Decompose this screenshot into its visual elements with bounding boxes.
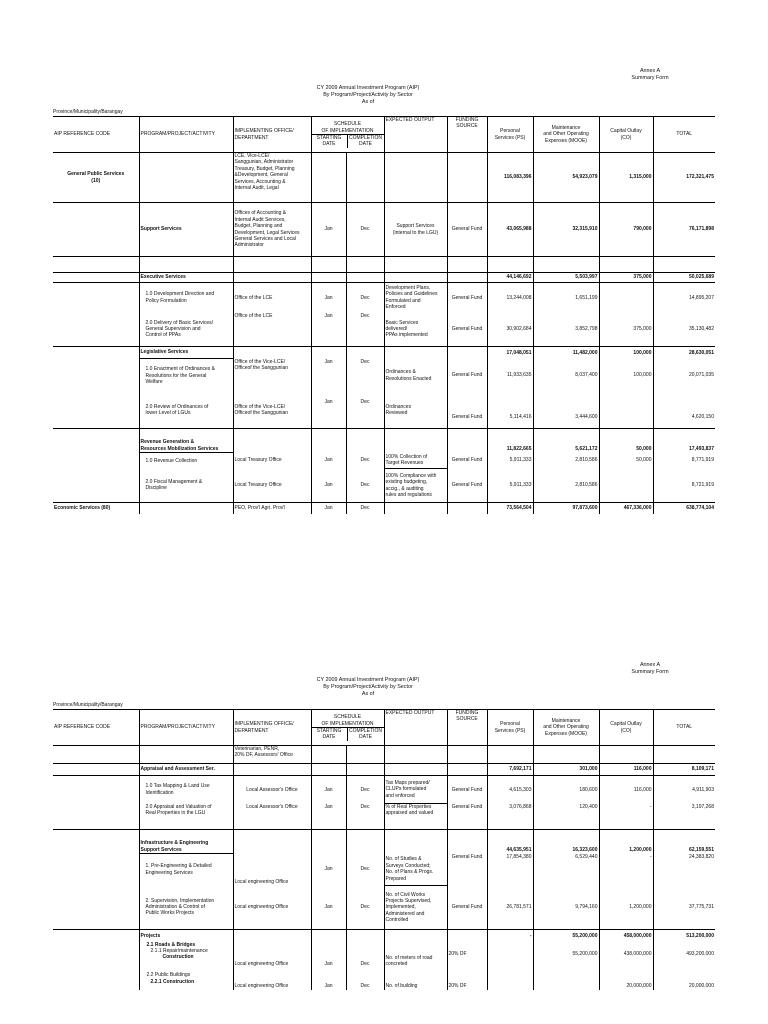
row-co: - — [599, 854, 653, 886]
completion-date-header: COMPLETION DATE — [348, 728, 383, 741]
table-row — [53, 359, 715, 393]
row-total: 4,911,903 — [653, 776, 715, 804]
row-start: Jan — [311, 203, 346, 257]
schedule-header — [311, 117, 384, 153]
row-total: 28,630,051 — [653, 347, 715, 359]
row-output: 100% Collection of Target Revenues — [384, 453, 447, 469]
row-ppa: 1.0 Enactment of Ordinances & Resolutions for the General Welfare — [139, 359, 233, 393]
co-header: Capital Outlay (CO) — [599, 117, 653, 153]
row-ps: 5,911,333 — [487, 453, 533, 469]
row-office: LCE, Vice-LCE/ Sanggunian, Administrator Treasury, Budget, Planning &Development, General Services, Accounting & Internal Audit, Legal — [233, 153, 311, 203]
row-mooe: 54,923,079 — [533, 153, 599, 203]
ps-header: Personal Services (PS) — [487, 117, 533, 153]
row-co: 100,000 — [599, 359, 653, 393]
row-mooe: 5,621,172 — [533, 429, 599, 453]
province-label: Province/Municipality/Barangay — [53, 702, 123, 708]
row-ps: 5,911,333 — [487, 469, 533, 503]
row-fund: General Fund — [447, 359, 487, 393]
row-co: 50,000 — [599, 429, 653, 453]
table-row — [53, 283, 715, 313]
row-co: 438,000,000 — [599, 942, 653, 968]
table-row — [53, 968, 715, 990]
aip-ref-header: AIP REFERENCE CODE — [53, 710, 139, 746]
row-ppa: Revenue Generation & Resources Mobilization Services — [139, 429, 233, 453]
page-title — [288, 677, 448, 698]
row-co: 790,000 — [599, 203, 653, 257]
row-fund: General Fund — [447, 886, 487, 930]
row-mooe: 97,873,600 — [533, 503, 599, 514]
annex-text: Annex A — [639, 68, 661, 74]
row-total: 50,025,689 — [653, 273, 715, 283]
row-co: 116,000 — [599, 776, 653, 804]
row-mooe: 55,200,000 — [533, 930, 599, 942]
row-ps: 116,083,396 — [487, 153, 533, 203]
row-ppa: 1.0 Development Direction and Policy Formulation — [139, 283, 233, 313]
table-row — [53, 830, 715, 854]
row-ps: 17,854,380 — [487, 854, 533, 886]
row-office: Offices of Accounting & Internal Audit Services, Budget, Planning and Development, Legal Services General Services and Local Administrator — [233, 203, 311, 257]
row-end: Dec — [346, 942, 384, 968]
row-co: 467,336,000 — [599, 503, 653, 514]
ps-header: Personal Services (PS) — [487, 710, 533, 746]
row-output: No. of Civil Works Projects Supervised, Implemented, Administered and Controlled — [384, 886, 447, 930]
province-label: Province/Municipality/Barangay — [53, 109, 123, 115]
row-office: Local engineering Office — [233, 942, 311, 968]
row-total: 37,775,731 — [653, 886, 715, 930]
row-fund: General Fund — [447, 203, 487, 257]
row-output: Ordinances Reviewed — [384, 393, 447, 429]
funding-source-header: FUNDING SOURCE — [447, 710, 487, 746]
row-co: 1,315,000 — [599, 153, 653, 203]
row-ps: 3,076,868 — [487, 804, 533, 830]
row-end: Dec — [346, 393, 384, 429]
row-total: 17,493,837 — [653, 429, 715, 453]
table-row — [53, 746, 715, 764]
row-mooe: 16,323,600 — [533, 830, 599, 854]
row-mooe: 11,482,000 — [533, 347, 599, 359]
row-co: 116,000 — [599, 764, 653, 776]
row-fund: 20% DF — [447, 968, 487, 990]
aip-ref-header: AIP REFERENCE CODE — [53, 117, 139, 153]
row-office: Local Treasury Office — [233, 453, 311, 469]
row-ps: 73,564,504 — [487, 503, 533, 514]
row-total: 4,620,150 — [653, 393, 715, 429]
row-start: Jan — [311, 283, 346, 313]
row-ppa: 2.0 Fiscal Management & Discipline — [139, 469, 233, 503]
title-line-2: By Program/Project/Activity by Sector — [323, 684, 413, 691]
row-co: - — [599, 804, 653, 830]
row-total: 638,774,104 — [653, 503, 715, 514]
row-end: Dec — [346, 503, 384, 514]
row-total: 20,000,000 — [653, 968, 715, 990]
row-mooe: 180,600 — [533, 776, 599, 804]
row-ps: 4,615,303 — [487, 776, 533, 804]
office-header: IMPLEMENTING OFFICE/ DEPARTMENT — [233, 710, 311, 746]
title-line-1: CY 2009 Annual Investment Program (AIP) — [316, 677, 420, 683]
title-line-2: By Program/Project/Activity by Sector — [323, 92, 413, 99]
row-output: Support Services (internal to the LGU) — [384, 203, 447, 257]
row-end: Dec — [346, 776, 384, 804]
row-output: Tax Maps prepared/ CLUPs formulated and enforced — [384, 776, 447, 804]
annex-text: Annex A — [639, 662, 661, 668]
row-mooe: 1,651,199 — [533, 283, 599, 313]
row-ppa: Support Services — [139, 203, 233, 257]
row-fund: General Fund — [447, 283, 487, 313]
row-output: No. of meters of road concreted — [384, 942, 447, 968]
row-start: Jan — [311, 393, 346, 429]
row-co: 1,200,000 — [599, 830, 653, 854]
row-ps: 30,902,684 — [487, 313, 533, 347]
row-co: 458,000,000 — [599, 930, 653, 942]
row-fund: General Fund — [447, 313, 487, 347]
row-end: Dec — [346, 359, 384, 393]
table-row — [53, 776, 715, 804]
title-line-3: As of — [361, 99, 375, 106]
row-ppa-sub: 2.1.1 Repair/maintenance — [150, 947, 208, 954]
summary-form-text: Summary Form — [631, 75, 669, 82]
table-row — [53, 273, 715, 283]
row-total: 513,200,000 — [653, 930, 715, 942]
row-mooe: 2,810,586 — [533, 453, 599, 469]
row-start: Jan — [311, 313, 346, 347]
row-start: Jan — [311, 469, 346, 503]
row-co: 375,000 — [599, 273, 653, 283]
row-ps: 17,048,051 — [487, 347, 533, 359]
row-fund: General Fund — [447, 776, 487, 804]
row-ppa: Infrastructure & Engineering Support Services — [139, 830, 233, 854]
row-total: 14,895,207 — [653, 283, 715, 313]
row-ppa-head: 2.1 Roads & Bridges — [146, 941, 196, 948]
row-total: 76,171,898 — [653, 203, 715, 257]
table-row — [53, 153, 715, 203]
row-total: 8,721,919 — [653, 469, 715, 503]
form-page-2 — [0, 597, 768, 1024]
row-office: PEO, Prov'l Agri. Prov'l — [233, 503, 311, 514]
table-row — [53, 453, 715, 469]
ppa-header: PROGRAM/PROJECT/ACTIVITY — [139, 710, 233, 746]
schedule-header — [311, 710, 384, 746]
row-office: Local engineering Office — [233, 854, 311, 886]
row-code: Economic Services (80) — [53, 503, 139, 514]
row-office: Veterinarian, PENR, 20% DF, Assessors' Office — [233, 746, 311, 764]
row-ppa-sub2: Construction — [162, 954, 194, 961]
row-fund: General Fund — [447, 453, 487, 469]
annex-label — [620, 662, 680, 676]
table-row — [53, 886, 715, 930]
row-office: Local engineering Office — [233, 968, 311, 990]
row-mooe: 301,000 — [533, 764, 599, 776]
row-start: Jan — [311, 854, 346, 886]
row-end: Dec — [346, 313, 384, 347]
row-ppa: Appraisal and Assessment Ser. — [139, 764, 233, 776]
row-total: 20,071,035 — [653, 359, 715, 393]
expected-output-header: EXPECTED OUTPUT — [384, 710, 447, 746]
row-output: No. of building — [384, 968, 447, 990]
row-ps: 44,146,692 — [487, 273, 533, 283]
row-fund: 20% DF — [447, 942, 487, 968]
row-total: 35,130,482 — [653, 313, 715, 347]
table-row — [53, 930, 715, 942]
row-office: Local Assessor's Office — [233, 804, 311, 830]
row-ppa-sub: 2.2.1 Construction — [150, 978, 195, 985]
expected-output-header: EXPECTED OUTPUT — [384, 117, 447, 153]
row-ppa: 1.0 Tax Mapping & Land Use Identification — [139, 776, 233, 804]
row-co: 20,000,000 — [599, 968, 653, 990]
row-start: Jan — [311, 503, 346, 514]
row-output: 100% Compliance with existing budgeting, accig., & auditing rules and regulations — [384, 469, 447, 503]
row-ppa: 2. Supervision, Implementation Administration & Control of Public Works Projects — [139, 886, 233, 930]
row-total: 172,321,475 — [653, 153, 715, 203]
row-fund: General Fund — [447, 804, 487, 830]
table-row — [53, 503, 715, 514]
row-mooe: 120,400 — [533, 804, 599, 830]
row-start: Jan — [311, 453, 346, 469]
title-line-1: CY 2009 Annual Investment Program (AIP) — [316, 85, 420, 91]
page-title — [288, 85, 448, 106]
row-ppa: 1. Pre-Engineering & Detailed Engineering Services — [139, 854, 233, 886]
table-row — [53, 393, 715, 429]
row-office: Local Treasury Office — [233, 469, 311, 503]
row-ppa: 2.0 Delivery of Basic Services/ General Supervision and Control of PPAs — [139, 313, 233, 347]
row-mooe: 2,810,586 — [533, 469, 599, 503]
row-total: 8,771,919 — [653, 453, 715, 469]
row-co: 50,000 — [599, 453, 653, 469]
row-ppa: 2.0 Appraisal and Valuation of Real Properties in the LGU — [139, 804, 233, 830]
table-row — [53, 469, 715, 503]
row-mooe: 32,315,910 — [533, 203, 599, 257]
row-ppa: 1.0 Revenue Collection — [139, 453, 233, 469]
row-fund: General Fund — [447, 393, 487, 429]
table-row — [53, 313, 715, 347]
row-ppa: 2.0 Review of Ordinances of lower Level of LGUs — [139, 393, 233, 429]
row-ps: 7,692,171 — [487, 764, 533, 776]
row-mooe: 9,794,160 — [533, 886, 599, 930]
ppa-header: PROGRAM/PROJECT/ACTIVITY — [139, 117, 233, 153]
row-mooe: 6,529,440 — [533, 854, 599, 886]
schedule-title: SCHEDULE OF IMPLEMENTATION — [312, 121, 384, 135]
mooe-header: Maintenance and Other Operating Expenses (MOOE) — [533, 710, 599, 746]
table-row — [53, 203, 715, 257]
row-ppa: Executive Services — [139, 273, 233, 283]
row-ppa: Projects — [139, 930, 233, 942]
row-total: 8,109,171 — [653, 764, 715, 776]
row-mooe: 8,037,400 — [533, 359, 599, 393]
table-row — [53, 429, 715, 453]
total-header: TOTAL — [653, 710, 715, 746]
row-end: Dec — [346, 886, 384, 930]
row-start: Jan — [311, 804, 346, 830]
row-total: 493,200,000 — [653, 942, 715, 968]
row-total: 62,159,551 — [653, 830, 715, 854]
starting-date-header: STARTING DATE — [312, 135, 348, 148]
aip-table-page-1 — [53, 116, 715, 514]
row-output: Basic Services delivered/ PPAs implemented — [384, 313, 447, 347]
completion-date-header: COMPLETION DATE — [348, 135, 383, 148]
row-total: 24,383,820 — [653, 854, 715, 886]
row-total: 3,197,268 — [653, 804, 715, 830]
table-row — [53, 942, 715, 968]
schedule-title: SCHEDULE OF IMPLEMENTATION — [312, 714, 384, 728]
row-end: Dec — [346, 203, 384, 257]
row-ppa — [139, 942, 233, 968]
row-fund: General Fund — [447, 469, 487, 503]
row-office: Local engineering Office — [233, 886, 311, 930]
row-ps: 44,635,951 — [487, 830, 533, 854]
row-start: Jan — [311, 886, 346, 930]
row-end: Dec — [346, 283, 384, 313]
spacer-row — [53, 257, 715, 273]
title-line-3: As of — [361, 691, 375, 698]
row-end: Dec — [346, 968, 384, 990]
row-ppa: Legislative Services — [139, 347, 233, 359]
row-ps: 26,781,571 — [487, 886, 533, 930]
row-end: Dec — [346, 854, 384, 886]
row-start: Jan — [311, 776, 346, 804]
row-output: No. of Studies & Surveys Conducted; No. of Plans & Progs. Prepared — [384, 854, 447, 886]
row-output: Development Plans, Policies and Guidelines Formulated and Enforced — [384, 283, 447, 313]
row-mooe: 5,503,997 — [533, 273, 599, 283]
starting-date-header: STARTING DATE — [312, 728, 348, 741]
summary-form-text: Summary Form — [631, 669, 669, 676]
row-ps: - — [487, 930, 533, 942]
mooe-header: Maintenance and Other Operating Expenses (MOOE) — [533, 117, 599, 153]
row-ps: 11,822,665 — [487, 429, 533, 453]
row-ps: 5,114,416 — [487, 393, 533, 429]
annex-label — [620, 68, 680, 82]
total-header: TOTAL — [653, 117, 715, 153]
row-office: Office of the LCE — [233, 283, 311, 313]
table-row — [53, 347, 715, 359]
office-header: IMPLEMENTING OFFICE/ DEPARTMENT — [233, 117, 311, 153]
co-header: Capital Outlay (CO) — [599, 710, 653, 746]
row-end: Dec — [346, 453, 384, 469]
row-co — [599, 283, 653, 313]
row-office: Office of the Vice-LCE/ Officeof the Sanggunian — [233, 359, 311, 393]
row-ppa-head: 2.2 Public Buildings — [146, 972, 191, 979]
row-code: General Public Services (10) — [53, 153, 139, 203]
row-start: Jan — [311, 968, 346, 990]
row-end: Dec — [346, 804, 384, 830]
row-mooe: 3,444,600 — [533, 393, 599, 429]
row-end: Dec — [346, 469, 384, 503]
row-fund: General Fund — [447, 854, 487, 886]
row-start: Jan — [311, 359, 346, 393]
row-start: Jan — [311, 942, 346, 968]
row-ppa — [139, 968, 233, 990]
funding-source-header: FUNDING SOURCE — [447, 117, 487, 153]
table-row — [53, 804, 715, 830]
row-co: 375,000 — [599, 313, 653, 347]
table-row — [53, 764, 715, 776]
row-ps: 11,933,635 — [487, 359, 533, 393]
table-row — [53, 854, 715, 886]
row-office: Office of the LCE — [233, 313, 311, 347]
row-mooe: 3,852,798 — [533, 313, 599, 347]
table-header-row — [53, 117, 715, 153]
table-header-row — [53, 710, 715, 746]
row-ps: 43,065,988 — [487, 203, 533, 257]
row-output: % of Real Properties appraised and valued — [384, 804, 447, 830]
row-co: 1,200,000 — [599, 886, 653, 930]
row-ps: 13,244,008 — [487, 283, 533, 313]
row-mooe: 55,200,000 — [533, 942, 599, 968]
row-output: Ordinances & Resolutions Enacted — [384, 359, 447, 393]
row-co: 100,000 — [599, 347, 653, 359]
row-office: Local Assessor's Office — [233, 776, 311, 804]
row-office: Office of the Vice-LCE/ Officeof the Sanggunian — [233, 393, 311, 429]
aip-table-page-2 — [53, 709, 715, 990]
